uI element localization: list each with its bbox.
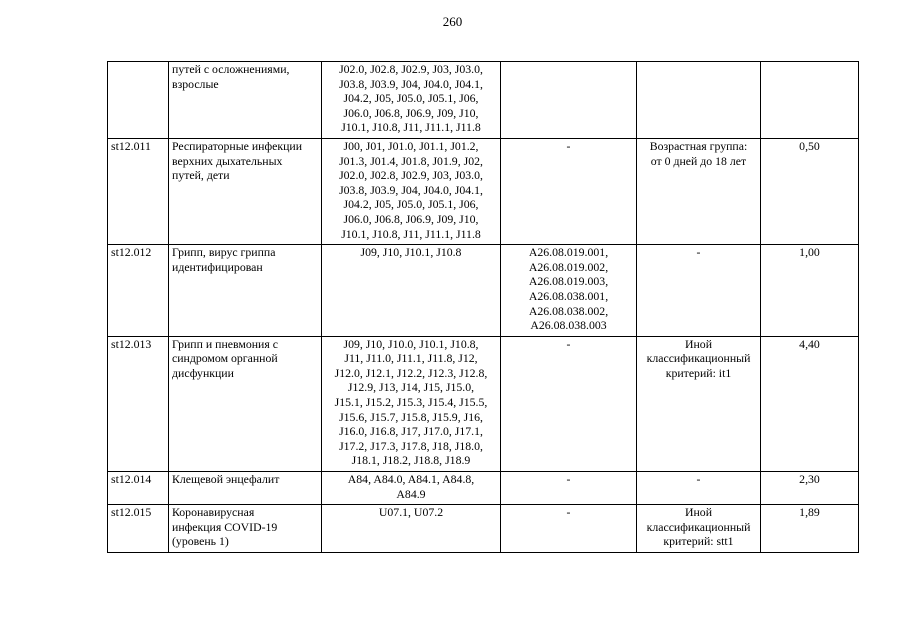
name-cell xyxy=(169,505,322,553)
code-cell xyxy=(108,245,169,337)
diagnoses-cell xyxy=(322,472,501,505)
cell-line: верхних дыхательных xyxy=(172,153,283,168)
coefficient-cell xyxy=(761,62,859,139)
table-body xyxy=(108,62,859,553)
cell-text: 2,30 xyxy=(799,472,820,487)
cell-line: J01.3, J01.4, J01.8, J01.9, J02, xyxy=(339,153,483,168)
name-cell xyxy=(169,245,322,337)
cell-line: U07.1, U07.2 xyxy=(378,505,444,520)
cell-line: - xyxy=(696,472,701,487)
code-cell xyxy=(108,336,169,471)
services-cell xyxy=(501,245,637,337)
coefficient-cell xyxy=(761,138,859,244)
cell-line: J15.1, J15.2, J15.3, J15.4, J15.5, xyxy=(334,395,488,410)
table-row xyxy=(108,505,859,553)
services-cell xyxy=(501,505,637,553)
cell-line: - xyxy=(566,505,571,520)
cell-line: Грипп и пневмония с xyxy=(172,336,278,351)
diagnoses-cell xyxy=(322,245,501,337)
cell-line: критерий: stt1 xyxy=(663,534,734,549)
cell-line: путей, дети xyxy=(172,168,230,183)
cell-line: A84.9 xyxy=(396,486,426,501)
cell-line: путей с осложнениями, xyxy=(172,62,290,76)
table-row xyxy=(108,62,859,139)
cell-line: Респираторные инфекции xyxy=(172,138,303,153)
cell-line: J12.9, J13, J14, J15, J15.0, xyxy=(347,380,475,395)
diagnoses-cell xyxy=(322,62,501,139)
cell-line: идентифицирован xyxy=(172,259,263,274)
cell-line: дисфункции xyxy=(172,365,234,380)
cell-line: взрослые xyxy=(172,76,219,91)
name-cell xyxy=(169,336,322,471)
name-cell xyxy=(169,472,322,505)
cell-text: st12.015 xyxy=(111,505,152,520)
cell-line: A26.08.038.002, xyxy=(528,303,609,318)
cell-line: A84, A84.0, A84.1, A84.8, xyxy=(347,472,475,487)
page-number: 260 xyxy=(442,14,463,29)
cell-line: A26.08.038.003 xyxy=(530,318,607,333)
code-cell xyxy=(108,62,169,139)
coefficient-cell xyxy=(761,245,859,337)
coefficient-cell xyxy=(761,336,859,471)
cell-line: - xyxy=(566,336,571,351)
cell-line: J06.0, J06.8, J06.9, J09, J10, xyxy=(343,211,479,226)
services-cell xyxy=(501,472,637,505)
cell-line: - xyxy=(696,245,701,260)
name-cell xyxy=(169,62,322,139)
code-cell xyxy=(108,505,169,553)
cell-line: Коронавирусная xyxy=(172,505,255,520)
criteria-cell xyxy=(637,505,761,553)
table-row xyxy=(108,245,859,337)
cell-line: - xyxy=(566,472,571,487)
cell-line: J04.2, J05, J05.0, J05.1, J06, xyxy=(343,91,479,106)
cell-text: 1,00 xyxy=(799,245,820,260)
criteria-cell xyxy=(637,472,761,505)
cell-line: J18.1, J18.2, J18.8, J18.9 xyxy=(351,453,471,468)
cell-line: J17.2, J17.3, J17.8, J18, J18.0, xyxy=(339,438,483,453)
cell-line: J04.2, J05, J05.0, J05.1, J06, xyxy=(343,197,479,212)
cell-line: - xyxy=(566,138,571,153)
cell-line: J15.6, J15.7, J15.8, J15.9, J16, xyxy=(339,409,483,424)
services-cell xyxy=(501,138,637,244)
cell-line: A26.08.019.003, xyxy=(528,274,609,289)
cell-line: J12.0, J12.1, J12.2, J12.3, J12.8, xyxy=(334,365,488,380)
diagnoses-cell xyxy=(322,138,501,244)
code-cell xyxy=(108,472,169,505)
cell-text: st12.012 xyxy=(111,245,152,260)
cell-text: 0,50 xyxy=(799,138,820,153)
cell-text: 4,40 xyxy=(799,336,820,351)
cell-line: синдромом органной xyxy=(172,351,278,366)
coefficient-cell xyxy=(761,505,859,553)
cell-line: критерий: it1 xyxy=(665,365,732,380)
cell-text: 1,89 xyxy=(799,505,820,520)
services-cell xyxy=(501,336,637,471)
diagnoses-cell xyxy=(322,336,501,471)
cell-line: J02.0, J02.8, J02.9, J03, J03.0, xyxy=(339,62,483,76)
criteria-cell xyxy=(637,62,761,139)
table-row xyxy=(108,336,859,471)
cell-line: Грипп, вирус гриппа xyxy=(172,245,276,260)
cell-line: J09, J10, J10.1, J10.8 xyxy=(360,245,462,260)
criteria-cell xyxy=(637,245,761,337)
cell-line: Клещевой энцефалит xyxy=(172,472,280,487)
cell-line: J00, J01, J01.0, J01.1, J01.2, xyxy=(343,138,479,153)
services-cell xyxy=(501,62,637,139)
criteria-cell xyxy=(637,336,761,471)
cell-line: Возрастная группа: xyxy=(649,138,748,153)
cell-line: A26.08.038.001, xyxy=(528,288,609,303)
name-cell xyxy=(169,138,322,244)
cell-text: st12.013 xyxy=(111,336,152,351)
cell-line: A26.08.019.002, xyxy=(528,259,609,274)
cell-line: J02.0, J02.8, J02.9, J03, J03.0, xyxy=(339,168,483,183)
criteria-cell xyxy=(637,138,761,244)
diagnoses-cell xyxy=(322,505,501,553)
cell-line: от 0 дней до 18 лет xyxy=(650,153,747,168)
cell-line: Иной xyxy=(684,505,713,520)
cell-line: J06.0, J06.8, J06.9, J09, J10, xyxy=(343,105,479,120)
cell-line: J09, J10, J10.0, J10.1, J10.8, xyxy=(343,336,479,351)
coefficient-cell xyxy=(761,472,859,505)
cell-text: st12.014 xyxy=(111,472,152,487)
ksg-table xyxy=(107,61,859,553)
table-row xyxy=(108,472,859,505)
cell-line: J03.8, J03.9, J04, J04.0, J04.1, xyxy=(339,182,483,197)
cell-line: J16.0, J16.8, J17, J17.0, J17.1, xyxy=(339,424,483,439)
cell-line: A26.08.019.001, xyxy=(528,245,609,260)
cell-line: J10.1, J10.8, J11, J11.1, J11.8 xyxy=(341,226,481,241)
cell-line: классификационный xyxy=(646,519,751,534)
cell-line: (уровень 1) xyxy=(172,534,229,549)
cell-line: J10.1, J10.8, J11, J11.1, J11.8 xyxy=(341,120,481,135)
code-cell xyxy=(108,138,169,244)
cell-line: инфекция COVID-19 xyxy=(172,519,278,534)
cell-line: классификационный xyxy=(646,351,751,366)
cell-line: J11, J11.0, J11.1, J11.8, J12, xyxy=(344,351,478,366)
cell-line: Иной xyxy=(684,336,713,351)
cell-line: J03.8, J03.9, J04, J04.0, J04.1, xyxy=(339,76,483,91)
table-row xyxy=(108,138,859,244)
cell-text: st12.011 xyxy=(111,138,151,153)
